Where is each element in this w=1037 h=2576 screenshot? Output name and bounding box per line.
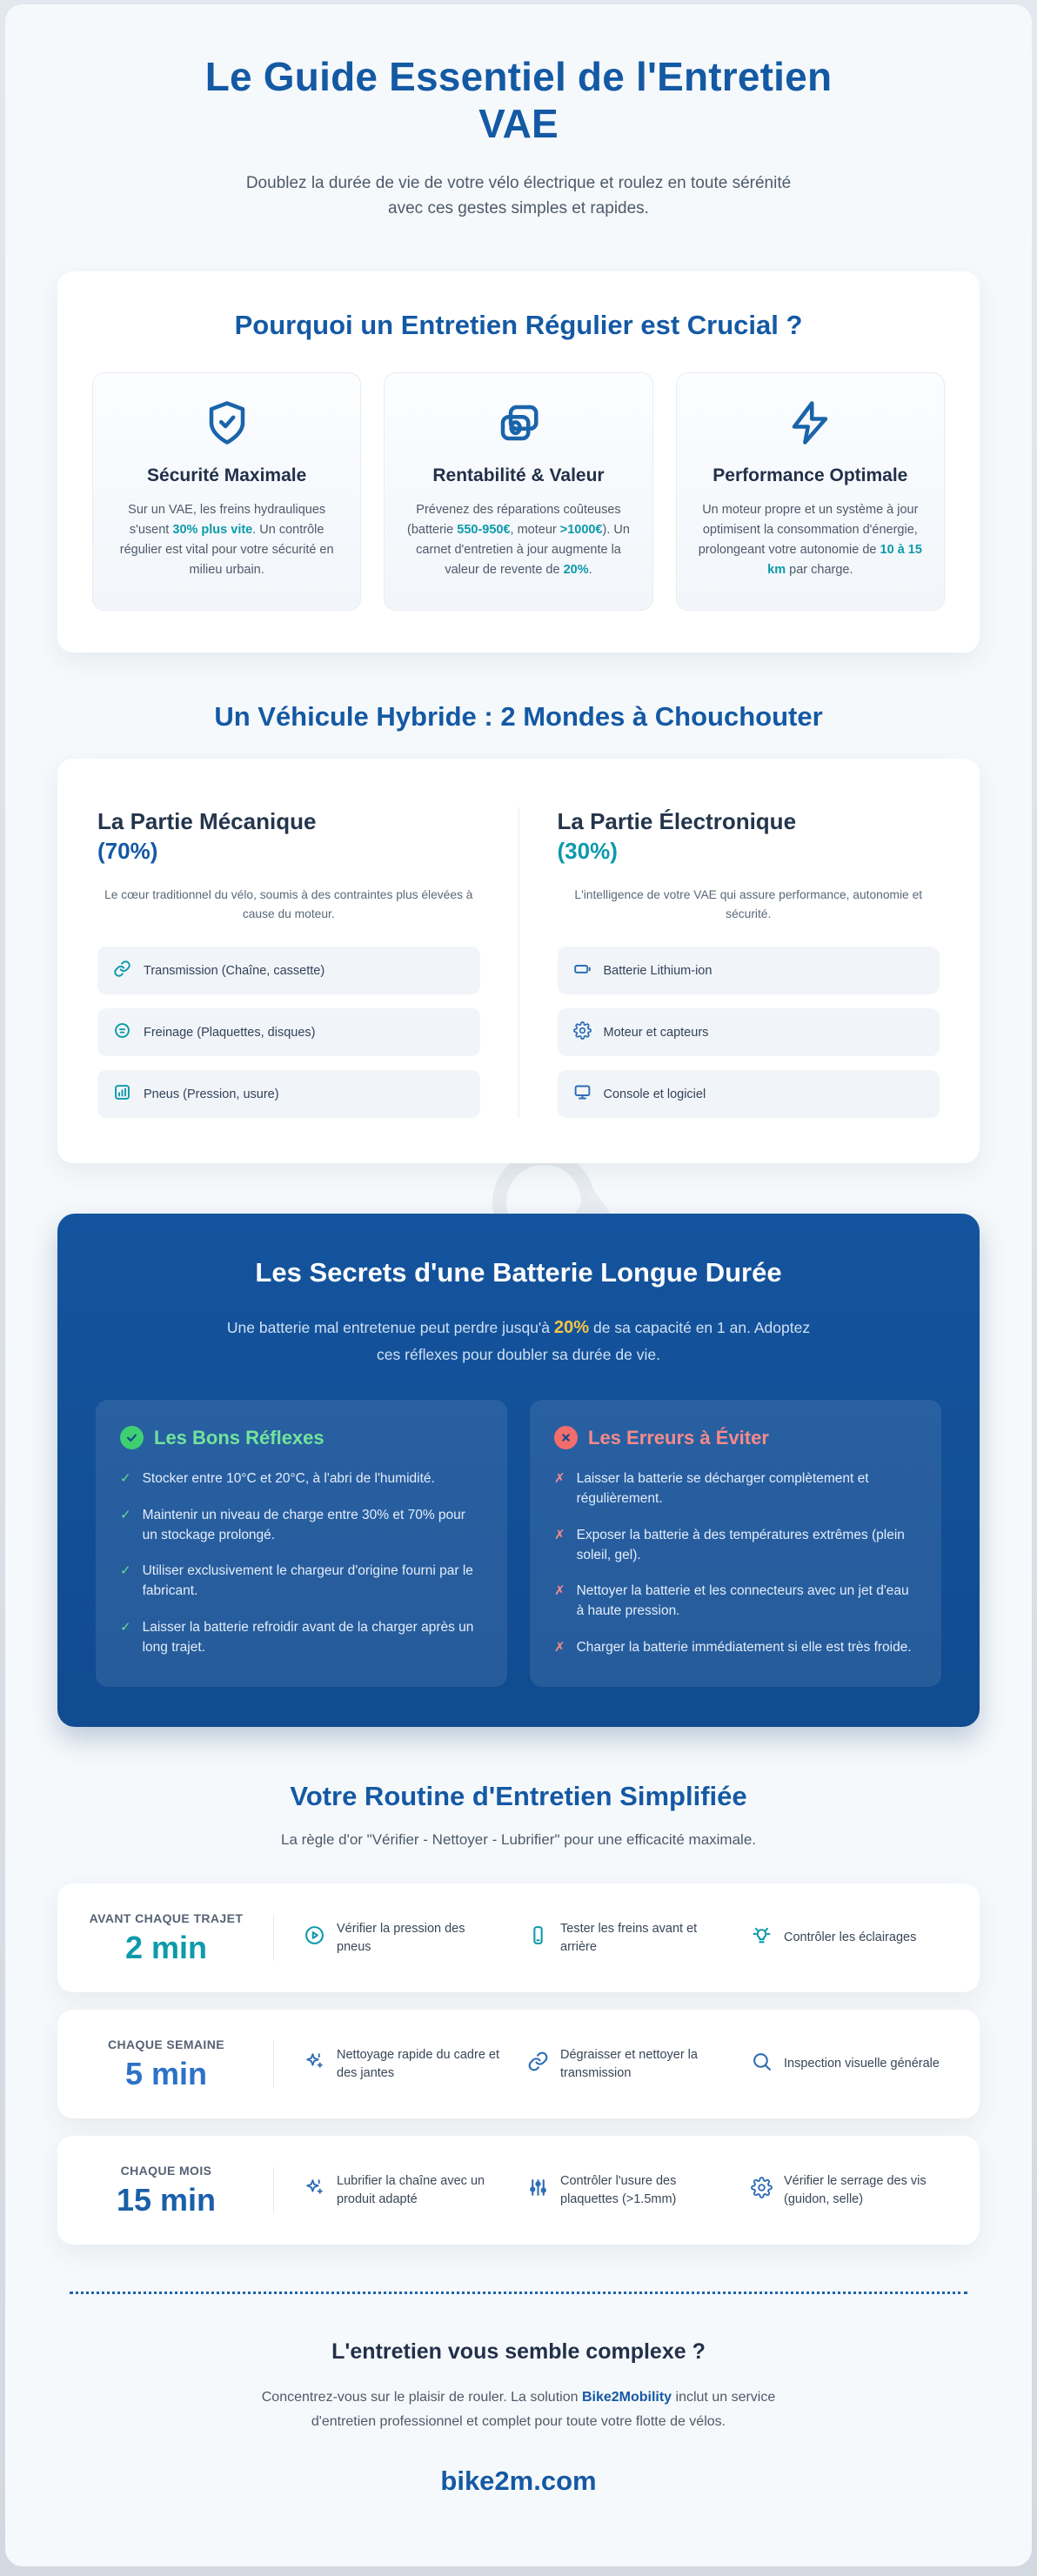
- mechanical-parts: [97, 947, 480, 1118]
- routine-row-before-ride: [57, 1883, 980, 1992]
- magnifier-icon: [751, 2051, 773, 2078]
- lightning-icon: [696, 399, 925, 451]
- row-divider: [273, 1915, 274, 1961]
- list-item: [97, 1008, 480, 1056]
- mechanical-desc: Le cœur traditionnel du vélo, soumis à des contraintes plus élevées à cause du moteur.: [104, 888, 473, 921]
- column-divider: [518, 807, 519, 1118]
- electronic-parts: [558, 947, 940, 1118]
- tip-text: Nettoyer la batterie et les connecteurs avec un jet d'eau à haute pression.: [576, 1583, 909, 1619]
- task-label: Vérifier le serrage des vis (guidon, selle): [784, 2173, 927, 2206]
- chain-icon: [527, 2051, 549, 2078]
- routine-subtitle: La règle d'or "Vérifier - Nettoyer - Lubrifier" pour une efficacité maximale.: [280, 1831, 757, 1849]
- task-label: Inspection visuelle générale: [784, 2057, 940, 2071]
- task-item: [304, 2172, 501, 2209]
- benefit-title: Rentabilité & Valeur: [432, 465, 605, 486]
- banknotes-icon: [404, 399, 632, 451]
- part-label: Moteur et capteurs: [603, 1025, 709, 1040]
- routine-row-weekly: [57, 2010, 980, 2118]
- tip-text: Maintenir un niveau de charge entre 30% et 70% pour un stockage prolongé.: [142, 1507, 465, 1542]
- list-item: [554, 1637, 917, 1658]
- tire-pressure-icon: [113, 1083, 131, 1105]
- frequency-label: AVANT CHAQUE TRAJET: [89, 1911, 244, 1926]
- check-icon: ✓: [120, 1563, 131, 1579]
- electronic-percentage: (30%): [557, 838, 618, 865]
- task-label: Nettoyage rapide du cadre et des jantes: [337, 2047, 500, 2080]
- benefit-text: Sur un VAE, les freins hydrauliques s'usent 30% plus vite. Un contrôle régulier est vital pour votre sécurité en milieu urbain.: [119, 502, 334, 578]
- task-label: Vérifier la pression des pneus: [337, 1921, 465, 1954]
- list-item: [120, 1561, 483, 1602]
- page-footer: [57, 2292, 980, 2497]
- duration-value: 5 min: [124, 2056, 208, 2092]
- x-icon: ✗: [554, 1583, 565, 1599]
- frequency-label: CHAQUE SEMAINE: [108, 2037, 224, 2052]
- mechanical-percentage: (70%): [97, 838, 158, 865]
- x-icon: ✗: [554, 1471, 565, 1487]
- benefit-card-value: [384, 372, 652, 611]
- duration-value: 15 min: [116, 2182, 217, 2218]
- sparkles-icon: [304, 2051, 325, 2078]
- list-item: [558, 1008, 940, 1056]
- good-habits-list: [120, 1469, 483, 1657]
- section-battery: [57, 1214, 980, 1727]
- task-item: [527, 1920, 725, 1957]
- page-header: [57, 53, 980, 221]
- footer-title: L'entretien vous semble complexe ?: [331, 2339, 706, 2365]
- task-item: [751, 2051, 948, 2078]
- check-circle-icon: [120, 1426, 144, 1449]
- section-hybrid-title: Un Véhicule Hybride : 2 Mondes à Chouchouter: [214, 701, 823, 733]
- list-item: [554, 1525, 917, 1566]
- task-item: [304, 2046, 501, 2083]
- part-label: Console et logiciel: [603, 1087, 706, 1101]
- task-label: Contrôler les éclairages: [784, 1930, 917, 1945]
- footer-text: Concentrez-vous sur le plaisir de rouler. La solution Bike2Mobility inclut un service d'entretien professionnel et complet pour toute votre flotte de vélos.: [261, 2390, 776, 2430]
- tip-text: Laisser la batterie se décharger complètement et régulièrement.: [576, 1471, 869, 1507]
- list-item: [558, 947, 940, 994]
- check-icon: ✓: [120, 1507, 131, 1522]
- dashed-divider: [70, 2292, 967, 2294]
- part-label: Batterie Lithium-ion: [603, 963, 713, 978]
- benefit-cards: [92, 372, 945, 611]
- part-label: Transmission (Chaîne, cassette): [144, 963, 325, 978]
- gauge-icon: [304, 1924, 325, 1952]
- section-routine-title: Votre Routine d'Entretien Simplifiée: [290, 1781, 747, 1812]
- task-label: Contrôler l'usure des plaquettes (>1.5mm): [560, 2173, 677, 2206]
- lightbulb-icon: [751, 1924, 773, 1952]
- list-item: [97, 947, 480, 994]
- tip-text: Stocker entre 10°C et 20°C, à l'abri de l'humidité.: [142, 1471, 435, 1487]
- infographic-page: [5, 4, 1032, 2566]
- brake-lever-icon: [527, 1924, 549, 1952]
- task-label: Tester les freins avant et arrière: [560, 1921, 698, 1954]
- battery-subtitle: Une batterie mal entretenue peut perdre jusqu'à 20% de sa capacité en 1 an. Adoptez ces réflexes pour doubler sa durée de vie.: [226, 1318, 811, 1364]
- section-why-title: Pourquoi un Entretien Régulier est Crucial ?: [234, 310, 803, 341]
- electronic-desc: L'intelligence de votre VAE qui assure performance, autonomie et sécurité.: [574, 888, 923, 921]
- gear-icon: [751, 2177, 773, 2205]
- list-item: [554, 1469, 917, 1509]
- list-item: [120, 1469, 483, 1489]
- task-label: Dégraisser et nettoyer la transmission: [560, 2047, 698, 2080]
- task-item: [527, 2046, 725, 2083]
- part-label: Freinage (Plaquettes, disques): [144, 1025, 316, 1040]
- x-circle-icon: [554, 1426, 578, 1449]
- website-link[interactable]: bike2m.com: [440, 2466, 597, 2497]
- benefit-text: Un moteur propre et un système à jour optimisent la consommation d'énergie, prolongeant votre autonomie de 10 à 15 km par charge.: [698, 502, 922, 578]
- shield-check-icon: [112, 399, 341, 451]
- monitor-icon: [573, 1083, 592, 1105]
- routine-row-monthly: [57, 2136, 980, 2245]
- benefit-title: Sécurité Maximale: [147, 465, 307, 486]
- list-item: [97, 1070, 480, 1118]
- section-why: [57, 271, 980, 652]
- sliders-icon: [527, 2177, 549, 2205]
- check-icon: ✓: [120, 1619, 131, 1635]
- benefit-title: Performance Optimale: [713, 465, 908, 486]
- list-item: [120, 1505, 483, 1546]
- good-habits-card: [96, 1400, 507, 1687]
- sparkles-icon: [304, 2177, 325, 2205]
- tip-text: Laisser la batterie refroidir avant de la charger après un long trajet.: [142, 1619, 474, 1655]
- page-title: Le Guide Essentiel de l'Entretien VAE: [204, 54, 833, 147]
- duration-value: 2 min: [124, 1930, 208, 1966]
- frequency-label: CHAQUE MOIS: [120, 2164, 212, 2178]
- tip-text: Charger la batterie immédiatement si elle est très froide.: [576, 1639, 912, 1655]
- benefit-text: Prévenez des réparations coûteuses (batterie 550-950€, moteur >1000€). Un carnet d'entretien à jour augmente la valeur de revente de 20%.: [407, 502, 630, 578]
- mistakes-card: [530, 1400, 941, 1687]
- row-divider: [273, 2041, 274, 2087]
- check-icon: ✓: [120, 1471, 131, 1487]
- chain-icon: [113, 960, 131, 981]
- mistakes-list: [554, 1469, 917, 1657]
- x-icon: ✗: [554, 1527, 565, 1542]
- x-icon: ✗: [554, 1639, 565, 1655]
- task-label: Lubrifier la chaîne avec un produit adapté: [337, 2173, 485, 2206]
- section-hybrid: [57, 759, 980, 1163]
- mechanical-title: La Partie Mécanique: [97, 808, 317, 835]
- battery-icon: [573, 960, 592, 981]
- tip-text: Exposer la batterie à des températures extrêmes (plein soleil, gel).: [576, 1527, 905, 1562]
- list-item: [120, 1617, 483, 1658]
- task-item: [751, 1924, 948, 1952]
- electronic-title: La Partie Électronique: [557, 808, 797, 835]
- task-item: [751, 2172, 948, 2209]
- list-item: [554, 1581, 917, 1622]
- benefit-card-performance: [676, 372, 945, 611]
- gear-icon: [573, 1021, 592, 1043]
- mechanical-column: [97, 807, 480, 1118]
- task-item: [304, 1920, 501, 1957]
- page-subtitle: Doublez la durée de vie de votre vélo électrique et roulez en toute sérénité avec ces gestes simples et rapides.: [245, 173, 792, 217]
- battery-title: Les Secrets d'une Batterie Longue Durée: [255, 1257, 782, 1288]
- tip-text: Utiliser exclusivement le chargeur d'origine fourni par le fabricant.: [142, 1563, 473, 1599]
- disc-brake-icon: [113, 1021, 131, 1043]
- list-item: [558, 1070, 940, 1118]
- benefit-card-security: [92, 372, 361, 611]
- row-divider: [273, 2167, 274, 2213]
- mistakes-title: Les Erreurs à Éviter: [588, 1426, 769, 1449]
- electronic-column: [558, 807, 940, 1118]
- part-label: Pneus (Pression, usure): [144, 1087, 279, 1101]
- good-habits-title: Les Bons Réflexes: [154, 1426, 324, 1449]
- task-item: [527, 2172, 725, 2209]
